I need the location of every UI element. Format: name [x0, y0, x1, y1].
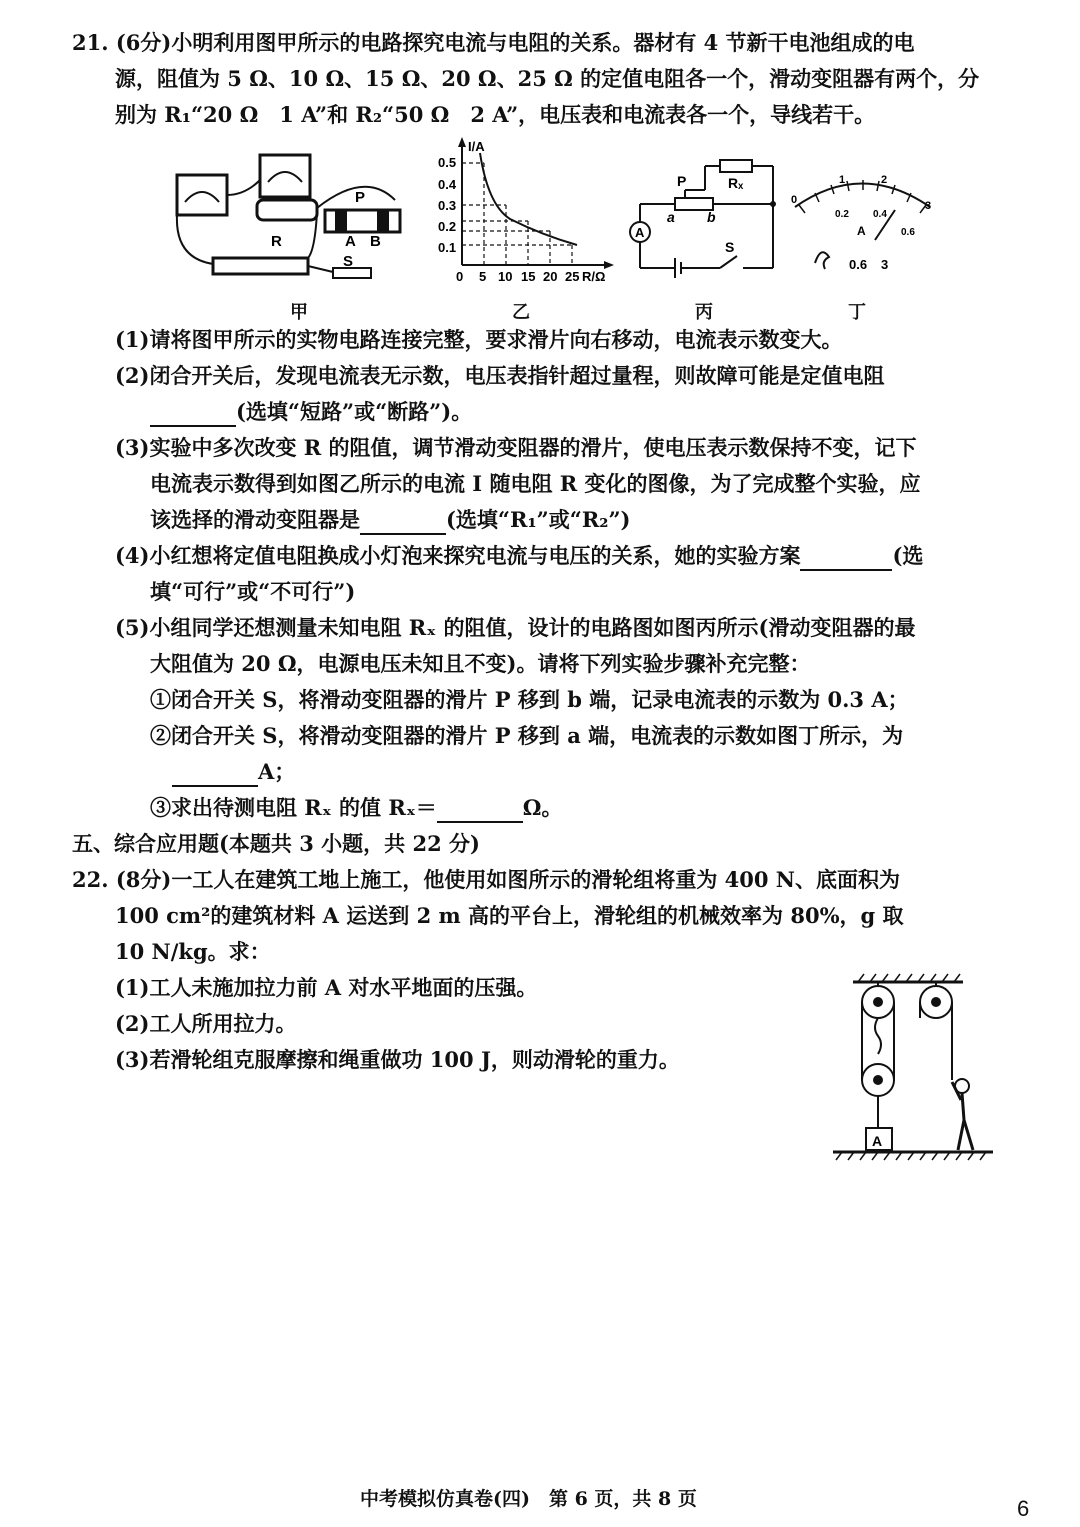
- q21-part3-text: 该选择的滑动变阻器是: [150, 507, 360, 532]
- bing-label-a: a: [667, 209, 675, 225]
- q21-part3-line3: [150, 505, 631, 535]
- figure-yi-graph: [432, 133, 617, 293]
- q21-part5-step3: [150, 793, 563, 823]
- q21-part2-line1: (2)闭合开关后，发现电流表无示数，电压表指针超过量程，则故障可能是定值电阻: [115, 363, 885, 388]
- q21-part4-line1: [115, 541, 923, 571]
- ding-label-06: 0.6: [901, 227, 915, 238]
- caption-yi: 乙: [512, 302, 530, 323]
- page-footer: 中考模拟仿真卷(四) 第 6 页，共 8 页: [360, 1488, 697, 1510]
- answer-blank[interactable]: [360, 511, 446, 535]
- q21-part3-line1: (3)实验中多次改变 R 的阻值，调节滑动变阻器的滑片，使电压表示数保持不变，记下: [115, 435, 917, 460]
- q21-line3: 别为 R₁“20 Ω 1 A”和 R₂“50 Ω 2 A”，电压表和电流表各一个，导线若干。: [115, 102, 876, 127]
- answer-blank[interactable]: [437, 799, 523, 823]
- q21-part5-text: Ω。: [522, 795, 563, 820]
- caption-jia: 甲: [290, 302, 308, 323]
- q21-line1: 21. (6分)小明利用图甲所示的电路探究电流与电阻的关系。器材有 4 节新干电池组成的电: [72, 30, 915, 55]
- ding-unit-A: A: [857, 224, 866, 238]
- figure-ding-ammeter: [785, 165, 940, 280]
- bing-ammeter-label: A: [635, 225, 645, 240]
- graph-ytick: 0.5: [438, 155, 457, 170]
- q21-line2: 源，阻值为 5 Ω、10 Ω、15 Ω、20 Ω、25 Ω 的定值电阻各一个，滑动变阻器有两个，分: [115, 66, 980, 91]
- page-number: 6: [1017, 1496, 1030, 1521]
- q22-line2: 100 cm²的建筑材料 A 运送到 2 m 高的平台上，滑轮组的机械效率为 80%，g 取: [115, 903, 904, 928]
- q21-part2-line2: [150, 397, 472, 427]
- ding-label-04: 0.4: [873, 209, 887, 220]
- ding-label-02: 0.2: [835, 209, 849, 220]
- jia-label-R: R: [271, 233, 282, 250]
- q21-part4-text: (4)小红想将定值电阻换成小灯泡来探究电流与电压的关系，她的实验方案: [115, 543, 801, 568]
- bing-label-P: P: [677, 173, 687, 189]
- ding-terminal-06: 0.6: [849, 257, 868, 272]
- jia-label-B: B: [370, 233, 381, 250]
- jia-label-S: S: [343, 253, 354, 270]
- pulley-label-A: A: [872, 1133, 883, 1149]
- bing-label-b: b: [707, 209, 716, 225]
- q21-part4-text: (选: [892, 543, 924, 568]
- q21-part5-step2: ②闭合开关 S，将滑动变阻器的滑片 P 移到 a 端，电流表的示数如图丁所示，为: [150, 723, 904, 748]
- q21-part5-line1: (5)小组同学还想测量未知电阻 Rₓ 的阻值，设计的电路图如图丙所示(滑动变阻器的最: [115, 615, 916, 640]
- figure-pulley-system: [828, 970, 998, 1165]
- q22-part2: (2)工人所用拉力。: [115, 1011, 297, 1036]
- q21-part2-text: (选填“短路”或“断路”)。: [236, 399, 473, 424]
- caption-ding: 丁: [848, 302, 866, 323]
- ding-label-1: 1: [839, 174, 846, 186]
- graph-ytick: 0.1: [438, 240, 457, 255]
- q21-part5-step1: ①闭合开关 S，将滑动变阻器的滑片 P 移到 b 端，记录电流表的示数为 0.3 A；: [150, 687, 909, 712]
- graph-xtick: 10: [498, 269, 513, 284]
- answer-blank[interactable]: [150, 403, 236, 427]
- graph-ytick: 0.3: [438, 198, 457, 213]
- bing-label-S: S: [725, 239, 735, 255]
- jia-label-P: P: [355, 189, 366, 206]
- q22-line1: 22. (8分)一工人在建筑工地上施工，他使用如图所示的滑轮组将重为 400 N、底面积为: [72, 867, 900, 892]
- bing-label-Rx: Rₓ: [728, 175, 744, 191]
- graph-xlabel: R/Ω: [582, 269, 606, 284]
- graph-xtick: 0: [456, 269, 464, 284]
- q22-part1: (1)工人未施加拉力前 A 对水平地面的压强。: [115, 975, 538, 1000]
- q21-part5-unit: A；: [258, 759, 296, 784]
- graph-xtick: 25: [565, 269, 580, 284]
- graph-ylabel: I/A: [468, 139, 485, 154]
- graph-xtick: 5: [479, 269, 487, 284]
- ding-label-2: 2: [881, 174, 888, 186]
- q21-part3-text: (选填“R₁”或“R₂”): [446, 507, 631, 532]
- figure-bing-circuit: [625, 150, 785, 280]
- graph-xtick: 20: [543, 269, 558, 284]
- answer-blank[interactable]: [172, 763, 258, 787]
- q21-part5-step2b: [172, 757, 295, 787]
- graph-ytick: 0.4: [438, 177, 457, 192]
- ding-label-3: 3: [925, 200, 932, 212]
- section-heading: 五、综合应用题(本题共 3 小题，共 22 分): [72, 831, 480, 856]
- q21-part5-line2: 大阻值为 20 Ω，电源电压未知且不变)。请将下列实验步骤补充完整：: [150, 651, 811, 676]
- caption-bing: 丙: [695, 302, 713, 323]
- figure-jia-circuit: [165, 140, 415, 290]
- jia-label-A: A: [345, 233, 356, 250]
- q22-part3: (3)若滑轮组克服摩擦和绳重做功 100 J，则动滑轮的重力。: [115, 1047, 680, 1072]
- q22-line3: 10 N/kg。求：: [115, 939, 271, 964]
- ding-label-0: 0: [791, 194, 798, 206]
- q21-part5-text: ③求出待测电阻 Rₓ 的值 Rₓ＝: [150, 795, 437, 820]
- graph-xtick: 15: [521, 269, 536, 284]
- q21-part1: (1)请将图甲所示的实物电路连接完整，要求滑片向右移动，电流表示数变大。: [115, 327, 843, 352]
- ding-terminal-3: 3: [881, 257, 889, 272]
- q21-part3-line2: 电流表示数得到如图乙所示的电流 I 随电阻 R 变化的图像，为了完成整个实验，应: [150, 471, 921, 496]
- q21-part4-line2: 填“可行”或“不可行”): [150, 579, 356, 604]
- answer-blank[interactable]: [800, 547, 892, 571]
- graph-ytick: 0.2: [438, 219, 457, 234]
